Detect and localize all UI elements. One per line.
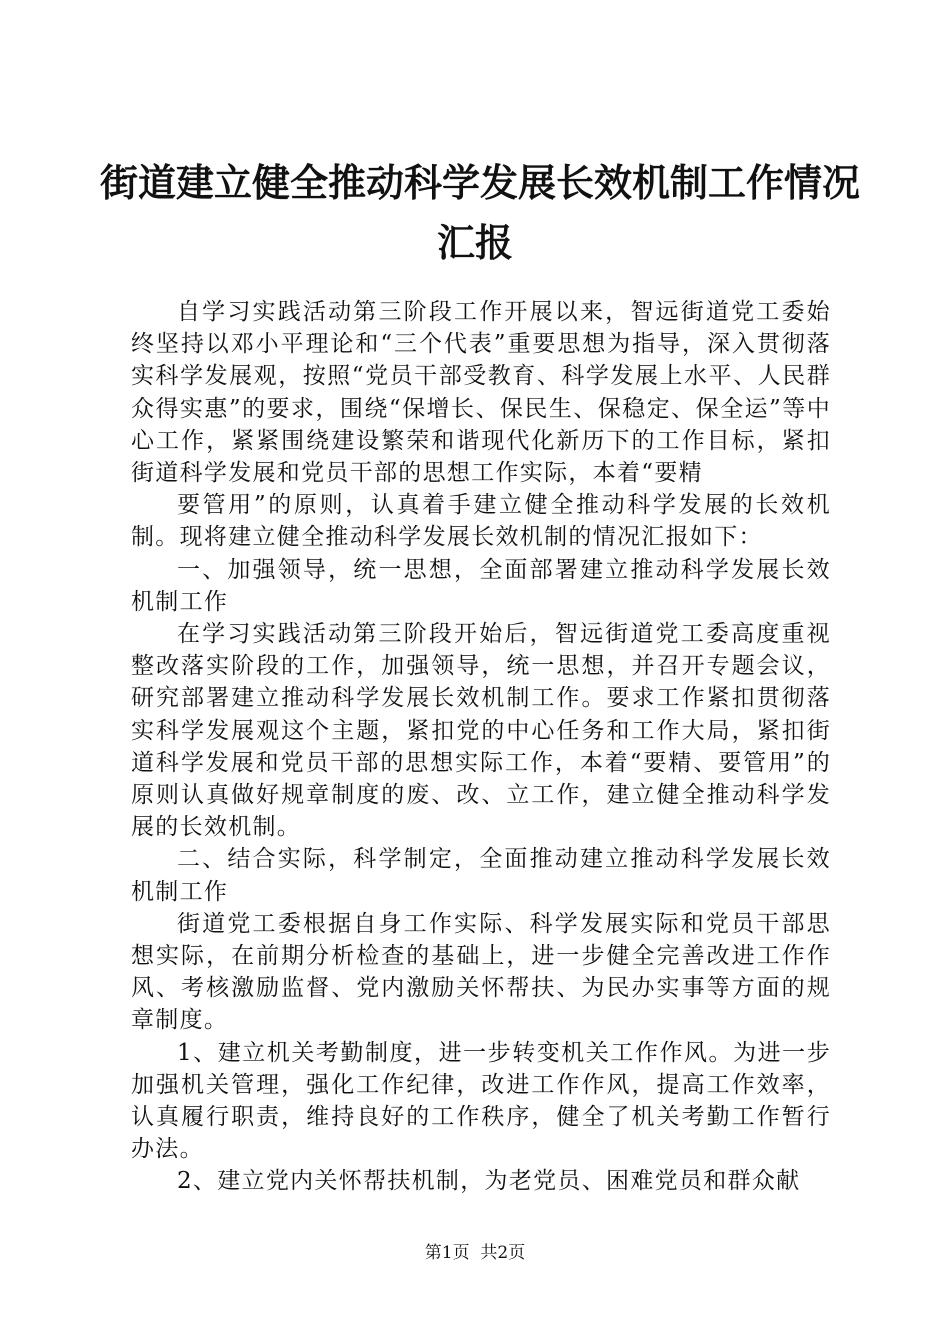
section-heading-2: 二、结合实际，科学制定，全面推动建立推动科学发展长效机制工作 <box>131 846 831 905</box>
document-body <box>131 296 831 1198</box>
section-heading-1: 一、加强领导，统一思想，全面部署建立推动科学发展长效机制工作 <box>131 556 831 615</box>
document-title-line-1: 街道建立健全推动科学发展长效机制工作情况 <box>100 160 861 205</box>
list-item-2: 2、建立党内关怀帮扶机制，为老党员、困难党员和群众献 <box>177 1168 801 1195</box>
paragraph-intro: 自学习实践活动第三阶段工作开展以来，智远街道党工委始终坚持以邓小平理论和“三个代表”重要思想为指导，深入贯彻落实科学发展观，按照“党员干部受教育、科学发展上水平、人民群众得实惠”的要求，围绕“保增长、保民生、保稳定、保全运”等中心工作，紧紧围绕建设繁荣和谐现代化新历下的工作目标，紧扣街道科学发展和党员干部的思想工作实际，本着“要精 <box>131 299 831 487</box>
document-title-line-2: 汇报 <box>436 220 513 265</box>
page-number-footer: 第1页 共2页 <box>424 1243 526 1263</box>
paragraph-section-2: 街道党工委根据自身工作实际、科学发展实际和党员干部思想实际，在前期分析检查的基础上，进一步健全完善改进工作作风、考核激励监督、党内激励关怀帮扶、为民办实事等方面的规章制度。 <box>131 910 831 1034</box>
paragraph-intro-continued: 要管用”的原则，认真着手建立健全推动科学发展的长效机制。现将建立健全推动科学发展长效机制的情况汇报如下： <box>131 492 831 551</box>
list-item-1: 1、建立机关考勤制度，进一步转变机关工作作风。为进一步加强机关管理，强化工作纪律，改进工作作风，提高工作效率，认真履行职责，维持良好的工作秩序，健全了机关考勤工作暂行办法。 <box>131 1039 831 1163</box>
paragraph-section-1: 在学习实践活动第三阶段开始后，智远街道党工委高度重视整改落实阶段的工作，加强领导，统一思想，并召开专题会议，研究部署建立推动科学发展长效机制工作。要求工作紧扣贯彻落实科学发展观这个主题，紧扣党的中心任务和工作大局，紧扣街道科学发展和党员干部的思想实际工作，本着“要精、要管用”的原则认真做好规章制度的废、改、立工作，建立健全推动科学发展的长效机制。 <box>131 621 831 841</box>
